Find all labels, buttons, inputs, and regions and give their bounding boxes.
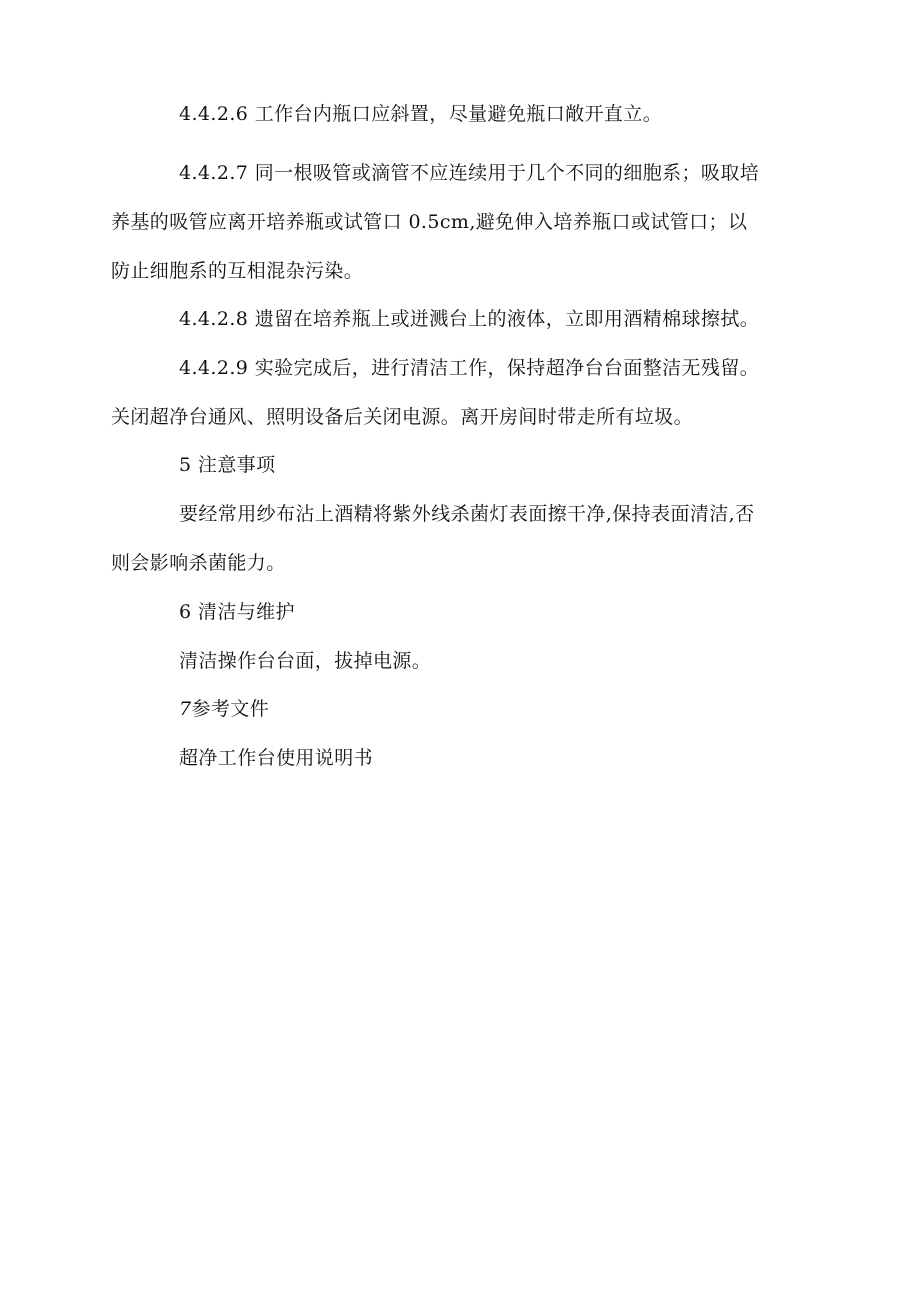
paragraph-line: 养基的吸管应离开培养瓶或试管口 0.5cm,避免伸入培养瓶口或试管口；以 xyxy=(111,211,748,233)
section-heading: 6 清洁与维护 xyxy=(179,601,295,623)
section-5-body xyxy=(179,496,754,533)
section-7-body xyxy=(179,740,373,777)
paragraph-4427-cont xyxy=(111,204,747,290)
paragraph-line: 防止细胞系的互相混杂污染。 xyxy=(111,260,364,282)
paragraph-4429 xyxy=(179,350,759,387)
paragraph-line: 4.4.2.6 工作台内瓶口应斜置，尽量避免瓶口敞开直立。 xyxy=(179,103,663,125)
paragraph-4429-cont xyxy=(111,399,693,436)
paragraph-4426 xyxy=(179,96,662,133)
paragraph-line: 则会影响杀菌能力。 xyxy=(111,552,286,574)
paragraph-line: 4.4.2.9 实验完成后，进行清洁工作，保持超净台台面整洁无残留。 xyxy=(179,357,760,379)
paragraph-line: 4.4.2.7 同一根吸管或滴管不应连续用于几个不同的细胞系；吸取培 xyxy=(179,162,760,184)
paragraph-4427 xyxy=(179,155,759,192)
paragraph-line: 关闭超净台通风、照明设备后关闭电源。离开房间时带走所有垃圾。 xyxy=(111,406,694,428)
section-6-body xyxy=(179,643,431,680)
paragraph-line: 超净工作台使用说明书 xyxy=(179,747,374,769)
section-number: 7 xyxy=(179,698,192,720)
section-6-heading xyxy=(179,594,295,631)
section-5-body-cont xyxy=(111,545,286,582)
paragraph-line: 要经常用纱布沾上酒精将紫外线杀菌灯表面擦干净,保持表面清洁,否 xyxy=(179,503,755,525)
section-5-heading xyxy=(179,447,276,484)
section-7-heading xyxy=(179,691,269,728)
paragraph-4428 xyxy=(179,301,759,338)
paragraph-line: 4.4.2.8 遗留在培养瓶上或迸溅台上的液体，立即用酒精棉球擦拭。 xyxy=(179,308,760,330)
section-heading: 5 注意事项 xyxy=(179,454,276,476)
paragraph-line: 清洁操作台台面，拔掉电源。 xyxy=(179,650,432,672)
section-heading: 参考文件 xyxy=(191,698,270,720)
